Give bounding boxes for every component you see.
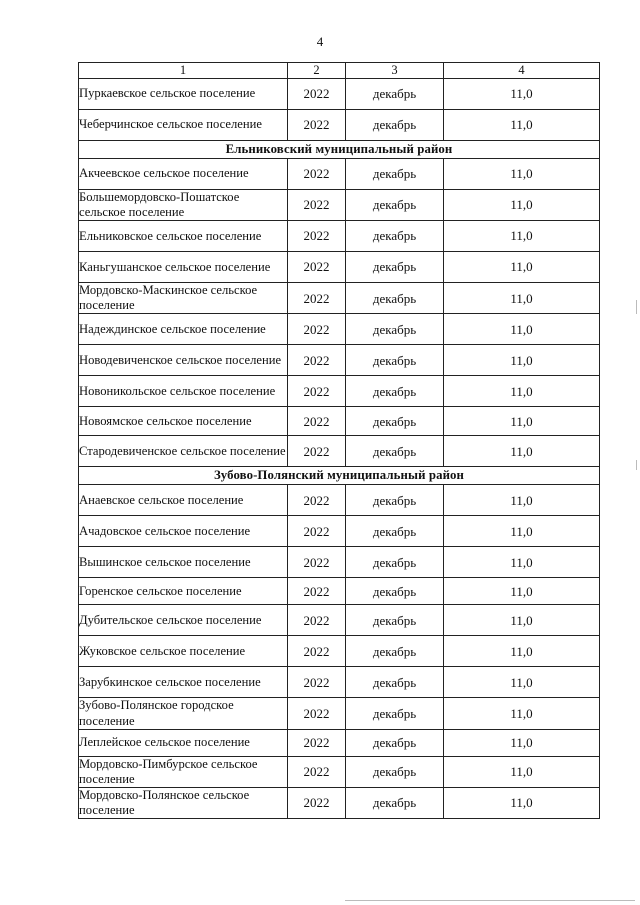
table-row — [79, 436, 600, 467]
settlement-name-cell: Ачадовское сельское поселение — [79, 516, 288, 547]
value-cell: 11,0 — [444, 190, 600, 221]
year-cell: 2022 — [288, 516, 346, 547]
year-cell: 2022 — [288, 376, 346, 407]
month-cell: декабрь — [346, 252, 444, 283]
table-row — [79, 516, 600, 547]
month-cell: декабрь — [346, 578, 444, 605]
section-title: Ельниковский муниципальный район — [79, 141, 600, 159]
value-cell: 11,0 — [444, 252, 600, 283]
scan-mark — [636, 300, 637, 314]
table-row — [79, 345, 600, 376]
table-row — [79, 314, 600, 345]
table-row — [79, 407, 600, 436]
month-cell: декабрь — [346, 314, 444, 345]
month-cell: декабрь — [346, 667, 444, 698]
value-cell: 11,0 — [444, 283, 600, 314]
settlement-name-cell: Акчеевское сельское поселение — [79, 159, 288, 190]
table-row — [79, 605, 600, 636]
value-cell: 11,0 — [444, 605, 600, 636]
table-row — [79, 159, 600, 190]
header-col-2: 2 — [288, 63, 346, 79]
section-header-row — [79, 467, 600, 485]
table-row — [79, 79, 600, 110]
month-cell: декабрь — [346, 756, 444, 787]
value-cell: 11,0 — [444, 698, 600, 729]
allocation-table — [78, 62, 600, 819]
header-col-3: 3 — [346, 63, 444, 79]
value-cell: 11,0 — [444, 578, 600, 605]
table-row — [79, 787, 600, 818]
table-row — [79, 698, 600, 729]
settlement-name-cell: Каньгушанское сельское поселение — [79, 252, 288, 283]
year-cell: 2022 — [288, 578, 346, 605]
settlement-name-cell: Ельниковское сельское поселение — [79, 221, 288, 252]
year-cell: 2022 — [288, 436, 346, 467]
year-cell: 2022 — [288, 190, 346, 221]
value-cell: 11,0 — [444, 314, 600, 345]
month-cell: декабрь — [346, 407, 444, 436]
month-cell: декабрь — [346, 436, 444, 467]
settlement-name-cell: Горенское сельское поселение — [79, 578, 288, 605]
header-col-4: 4 — [444, 63, 600, 79]
month-cell: декабрь — [346, 547, 444, 578]
month-cell: декабрь — [346, 698, 444, 729]
table-row — [79, 485, 600, 516]
year-cell: 2022 — [288, 110, 346, 141]
value-cell: 11,0 — [444, 729, 600, 756]
settlement-name-cell: Дубительское сельское поселение — [79, 605, 288, 636]
year-cell: 2022 — [288, 345, 346, 376]
section-header-row — [79, 141, 600, 159]
value-cell: 11,0 — [444, 787, 600, 818]
month-cell: декабрь — [346, 485, 444, 516]
year-cell: 2022 — [288, 252, 346, 283]
year-cell: 2022 — [288, 729, 346, 756]
settlement-name-cell: Пуркаевское сельское поселение — [79, 79, 288, 110]
month-cell: декабрь — [346, 516, 444, 547]
value-cell: 11,0 — [444, 516, 600, 547]
settlement-name-cell: Вышинское сельское поселение — [79, 547, 288, 578]
table-header — [79, 63, 600, 79]
settlement-name-cell: Надеждинское сельское поселение — [79, 314, 288, 345]
value-cell: 11,0 — [444, 221, 600, 252]
value-cell: 11,0 — [444, 79, 600, 110]
value-cell: 11,0 — [444, 376, 600, 407]
table-body — [79, 79, 600, 819]
value-cell: 11,0 — [444, 485, 600, 516]
settlement-name-cell: Большемордовско-Пошатское сельское поселение — [79, 190, 288, 221]
month-cell: декабрь — [346, 283, 444, 314]
month-cell: декабрь — [346, 159, 444, 190]
year-cell: 2022 — [288, 756, 346, 787]
settlement-name-cell: Зубово-Полянское городское поселение — [79, 698, 288, 729]
value-cell: 11,0 — [444, 436, 600, 467]
month-cell: декабрь — [346, 110, 444, 141]
value-cell: 11,0 — [444, 345, 600, 376]
month-cell: декабрь — [346, 605, 444, 636]
table-row — [79, 190, 600, 221]
settlement-name-cell: Леплейское сельское поселение — [79, 729, 288, 756]
month-cell: декабрь — [346, 376, 444, 407]
page-number: 4 — [316, 34, 324, 49]
month-cell: декабрь — [346, 345, 444, 376]
value-cell: 11,0 — [444, 547, 600, 578]
value-cell: 11,0 — [444, 110, 600, 141]
scan-mark — [636, 460, 637, 470]
table-row — [79, 221, 600, 252]
table-row — [79, 578, 600, 605]
table-row — [79, 547, 600, 578]
section-title: Зубово-Полянский муниципальный район — [79, 467, 600, 485]
year-cell: 2022 — [288, 547, 346, 578]
month-cell: декабрь — [346, 221, 444, 252]
settlement-name-cell: Жуковское сельское поселение — [79, 636, 288, 667]
settlement-name-cell: Новоникольское сельское поселение — [79, 376, 288, 407]
value-cell: 11,0 — [444, 667, 600, 698]
month-cell: декабрь — [346, 787, 444, 818]
header-col-1: 1 — [79, 63, 288, 79]
table-row — [79, 376, 600, 407]
value-cell: 11,0 — [444, 756, 600, 787]
table-row — [79, 756, 600, 787]
year-cell: 2022 — [288, 698, 346, 729]
settlement-name-cell: Анаевское сельское поселение — [79, 485, 288, 516]
settlement-name-cell: Стародевиченское сельское поселение — [79, 436, 288, 467]
month-cell: декабрь — [346, 79, 444, 110]
year-cell: 2022 — [288, 79, 346, 110]
settlement-name-cell: Чеберчинское сельское поселение — [79, 110, 288, 141]
month-cell: декабрь — [346, 190, 444, 221]
settlement-name-cell: Новодевиченское сельское поселение — [79, 345, 288, 376]
year-cell: 2022 — [288, 636, 346, 667]
settlement-name-cell: Мордовско-Пимбурское сельское поселение — [79, 756, 288, 787]
table-row — [79, 283, 600, 314]
month-cell: декабрь — [346, 729, 444, 756]
table-row — [79, 110, 600, 141]
year-cell: 2022 — [288, 787, 346, 818]
value-cell: 11,0 — [444, 407, 600, 436]
month-cell: декабрь — [346, 636, 444, 667]
table-row — [79, 636, 600, 667]
year-cell: 2022 — [288, 667, 346, 698]
value-cell: 11,0 — [444, 636, 600, 667]
value-cell: 11,0 — [444, 159, 600, 190]
year-cell: 2022 — [288, 159, 346, 190]
year-cell: 2022 — [288, 221, 346, 252]
scan-mark — [345, 900, 635, 901]
table-row — [79, 667, 600, 698]
settlement-name-cell: Мордовско-Полянское сельское поселение — [79, 787, 288, 818]
table-row — [79, 729, 600, 756]
table-row — [79, 252, 600, 283]
year-cell: 2022 — [288, 283, 346, 314]
settlement-name-cell: Зарубкинское сельское поселение — [79, 667, 288, 698]
settlement-name-cell: Мордовско-Маскинское сельское поселение — [79, 283, 288, 314]
year-cell: 2022 — [288, 407, 346, 436]
year-cell: 2022 — [288, 314, 346, 345]
settlement-name-cell: Новоямское сельское поселение — [79, 407, 288, 436]
year-cell: 2022 — [288, 605, 346, 636]
year-cell: 2022 — [288, 485, 346, 516]
